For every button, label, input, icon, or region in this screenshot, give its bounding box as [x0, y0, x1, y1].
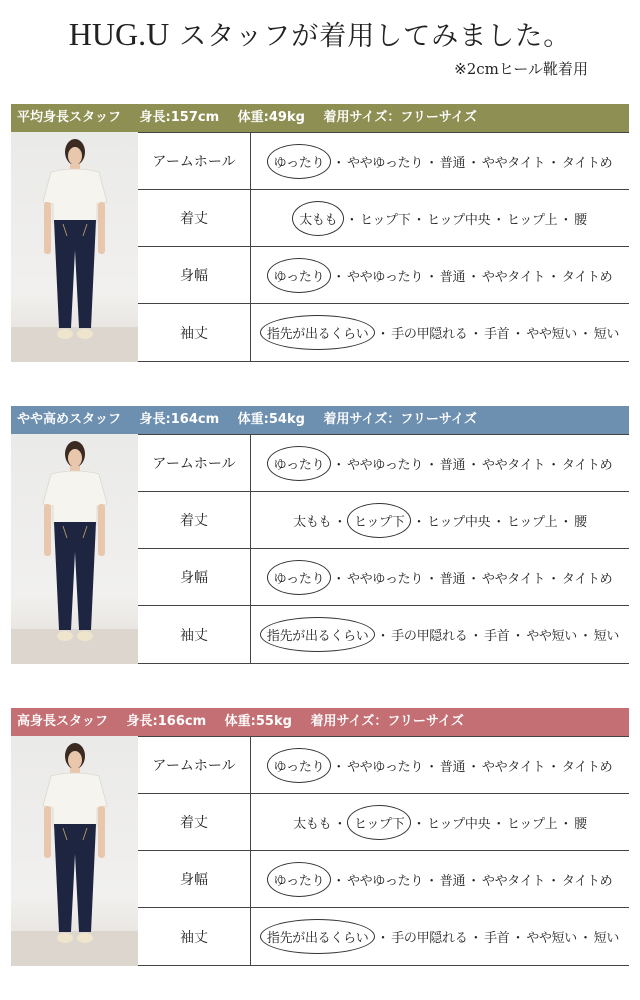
fit-option: ヒップ下 [360, 212, 411, 228]
section-body [11, 434, 629, 664]
fit-option-selected: ヒップ下 [347, 503, 411, 538]
option-separator: ・ [332, 269, 345, 285]
fit-option: 手の甲隠れる [391, 629, 468, 644]
brand-logo: HUG.U [68, 16, 170, 52]
section-header [11, 406, 629, 434]
option-separator: ・ [467, 457, 480, 473]
fit-option: 短い [593, 629, 620, 644]
fit-row [138, 492, 629, 549]
fit-option: タイトめ [561, 155, 613, 171]
fit-option-selected: ゆったり [267, 258, 332, 293]
fit-option: ややゆったり [346, 155, 424, 171]
staff-size: 着用サイズ：フリーサイズ [323, 412, 477, 427]
staff-weight: 体重:54kg [237, 412, 305, 427]
option-separator: ・ [511, 327, 525, 342]
heel-note: ※2cmヒール靴着用 [454, 60, 588, 78]
fit-option: 太もも [293, 816, 332, 832]
fit-row [138, 247, 629, 304]
fit-option: ややゆったり [346, 759, 424, 775]
staff-figure [11, 434, 138, 664]
fit-option: 手首 [484, 629, 510, 644]
fit-row-label: 着丈 [138, 190, 251, 246]
option-separator: ・ [425, 155, 438, 171]
staff-figure [11, 736, 138, 966]
fit-option: 手の甲隠れる [391, 931, 468, 946]
fit-options [251, 492, 629, 548]
fit-option: ややゆったり [346, 457, 424, 473]
option-separator: ・ [469, 629, 483, 644]
option-separator: ・ [547, 759, 560, 775]
fit-table [138, 132, 629, 363]
staff-size: 着用サイズ：フリーサイズ [310, 714, 464, 729]
option-separator: ・ [492, 514, 505, 530]
option-separator: ・ [511, 931, 525, 946]
fit-option-selected: ゆったり [267, 748, 332, 783]
fit-options [251, 737, 629, 793]
fit-option: タイトめ [561, 269, 613, 285]
option-separator: ・ [492, 212, 505, 228]
staff-section-tallest [11, 708, 629, 966]
fit-option-selected: 指先が出るくらい [260, 919, 376, 954]
option-separator: ・ [467, 571, 480, 587]
option-separator: ・ [332, 873, 345, 889]
option-separator: ・ [425, 759, 438, 775]
option-separator: ・ [332, 571, 345, 587]
fit-option: ややゆったり [346, 571, 424, 587]
option-separator: ・ [345, 212, 359, 228]
fit-option: ややタイト [481, 571, 546, 587]
fit-row [138, 737, 629, 794]
option-separator: ・ [425, 873, 438, 889]
fit-option: 短い [593, 931, 620, 946]
fit-option: 普通 [439, 759, 466, 775]
staff-figure [11, 132, 138, 362]
section-header [11, 708, 629, 736]
fit-option: ヒップ上 [506, 816, 558, 832]
staff-height: 身長:164cm [139, 412, 220, 427]
fit-option-selected: ゆったり [267, 862, 332, 897]
option-separator: ・ [376, 931, 390, 946]
fit-row-label: 身幅 [138, 549, 251, 605]
staff-size: 着用サイズ：フリーサイズ [323, 110, 477, 125]
staff-type: 平均身長スタッフ [17, 110, 122, 125]
fit-options [251, 549, 629, 605]
fit-option: 腰 [574, 816, 587, 832]
option-separator: ・ [559, 816, 573, 832]
option-separator: ・ [492, 816, 505, 832]
fit-row [138, 908, 629, 966]
option-separator: ・ [559, 514, 573, 530]
fit-options [251, 794, 629, 850]
option-separator: ・ [333, 816, 347, 832]
fit-option: 普通 [439, 457, 466, 473]
option-separator: ・ [332, 457, 345, 473]
staff-weight: 体重:49kg [237, 110, 305, 125]
fit-row [138, 851, 629, 908]
staff-section-average [11, 104, 629, 362]
fit-option: 普通 [439, 269, 466, 285]
staff-weight: 体重:55kg [224, 714, 292, 729]
staff-height: 身長:166cm [126, 714, 207, 729]
fit-option: やや短い [526, 327, 578, 342]
fit-option: ややゆったり [346, 873, 424, 889]
fit-option-selected: 指先が出るくらい [260, 315, 376, 350]
fit-option: 普通 [439, 155, 466, 171]
option-separator: ・ [467, 269, 480, 285]
fit-row-label: アームホール [138, 737, 251, 793]
option-separator: ・ [547, 269, 560, 285]
fit-row [138, 435, 629, 492]
fit-option: 手首 [484, 931, 510, 946]
fit-option: タイトめ [561, 571, 613, 587]
fit-option: 普通 [439, 571, 466, 587]
fit-options [251, 851, 629, 907]
option-separator: ・ [469, 931, 483, 946]
fit-option: 手の甲隠れる [391, 327, 468, 342]
fit-option: 腰 [574, 212, 587, 228]
staff-photo [11, 434, 138, 664]
fit-row-label: 袖丈 [138, 606, 251, 663]
option-separator: ・ [412, 212, 426, 228]
option-separator: ・ [579, 629, 592, 644]
fit-row [138, 133, 629, 190]
option-separator: ・ [467, 759, 480, 775]
option-separator: ・ [547, 457, 560, 473]
option-separator: ・ [412, 816, 426, 832]
fit-row [138, 304, 629, 362]
fit-option: ヒップ中央 [427, 212, 491, 228]
fit-row-label: 袖丈 [138, 908, 251, 965]
staff-section-tall [11, 406, 629, 664]
option-separator: ・ [579, 931, 592, 946]
fit-option: 腰 [574, 514, 587, 530]
fit-table [138, 736, 629, 967]
staff-type: やや高めスタッフ [17, 412, 122, 427]
fit-option: ややゆったり [346, 269, 424, 285]
option-separator: ・ [547, 155, 560, 171]
option-separator: ・ [425, 269, 438, 285]
fit-option: ヒップ上 [506, 514, 558, 530]
fit-option: 手首 [484, 327, 510, 342]
fit-option: 太もも [293, 514, 332, 530]
option-separator: ・ [332, 759, 345, 775]
option-separator: ・ [412, 514, 426, 530]
fit-options [251, 190, 629, 246]
fit-option-selected: ゆったり [267, 144, 332, 179]
fit-row-label: 身幅 [138, 851, 251, 907]
fit-option: ヒップ中央 [427, 514, 491, 530]
option-separator: ・ [579, 327, 592, 342]
option-separator: ・ [547, 571, 560, 587]
fit-option-selected: 太もも [292, 201, 344, 236]
fit-row-label: アームホール [138, 133, 251, 189]
fit-option: やや短い [526, 931, 578, 946]
fit-option-selected: ゆったり [267, 446, 332, 481]
fit-option: タイトめ [561, 457, 613, 473]
fit-option: ややタイト [481, 457, 546, 473]
fit-options [251, 247, 629, 303]
fit-option: ややタイト [481, 155, 546, 171]
fit-row-label: 着丈 [138, 794, 251, 850]
fit-row-label: 身幅 [138, 247, 251, 303]
page-title [0, 14, 640, 53]
fit-row [138, 549, 629, 606]
option-separator: ・ [511, 629, 525, 644]
option-separator: ・ [469, 327, 483, 342]
fit-option: タイトめ [561, 873, 613, 889]
fit-option: ややタイト [481, 269, 546, 285]
option-separator: ・ [333, 514, 347, 530]
fit-option-selected: 指先が出るくらい [260, 617, 376, 652]
option-separator: ・ [425, 571, 438, 587]
fit-option: 普通 [439, 873, 466, 889]
fit-row [138, 606, 629, 664]
fit-table [138, 434, 629, 665]
fit-option: ヒップ上 [506, 212, 558, 228]
option-separator: ・ [547, 873, 560, 889]
fit-option-selected: ゆったり [267, 560, 332, 595]
fit-option: ややタイト [481, 873, 546, 889]
staff-photo [11, 736, 138, 966]
section-body [11, 736, 629, 966]
fit-option: やや短い [526, 629, 578, 644]
fit-option: ヒップ中央 [427, 816, 491, 832]
fit-options [251, 304, 629, 361]
option-separator: ・ [376, 327, 390, 342]
fit-options [251, 606, 629, 663]
fit-row-label: 着丈 [138, 492, 251, 548]
fit-row-label: アームホール [138, 435, 251, 491]
fit-option: タイトめ [561, 759, 613, 775]
fit-options [251, 908, 629, 965]
fit-row-label: 袖丈 [138, 304, 251, 361]
fit-option: ややタイト [481, 759, 546, 775]
fit-options [251, 133, 629, 189]
option-separator: ・ [332, 155, 345, 171]
section-header [11, 104, 629, 132]
fit-row [138, 190, 629, 247]
option-separator: ・ [467, 873, 480, 889]
fit-option: 短い [593, 327, 620, 342]
option-separator: ・ [559, 212, 573, 228]
fit-options [251, 435, 629, 491]
staff-photo [11, 132, 138, 362]
staff-height: 身長:157cm [139, 110, 220, 125]
title-text: スタッフが着用してみました。 [179, 21, 572, 52]
staff-type: 高身長スタッフ [17, 714, 109, 729]
fit-row [138, 794, 629, 851]
option-separator: ・ [467, 155, 480, 171]
option-separator: ・ [376, 629, 390, 644]
option-separator: ・ [425, 457, 438, 473]
section-body [11, 132, 629, 362]
fit-option-selected: ヒップ下 [347, 805, 411, 840]
